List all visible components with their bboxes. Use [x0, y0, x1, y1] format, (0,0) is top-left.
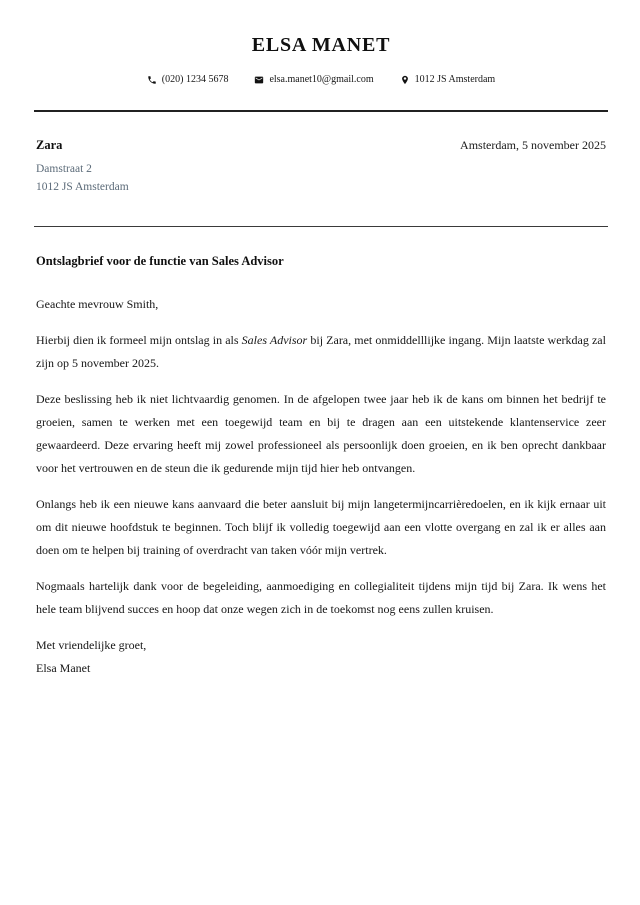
text-run: Hierbij dien ik formeel mijn ontslag in als [36, 333, 242, 348]
contact-location [400, 74, 496, 85]
body-paragraph-1 [36, 329, 606, 375]
closing-salutation: Met vriendelijke groet, [36, 638, 147, 653]
page-title: ELSA MANET [251, 34, 391, 56]
phone-icon [147, 75, 157, 85]
contact-phone [147, 74, 229, 85]
location-icon [400, 75, 410, 85]
contact-email-text: elsa.manet10@gmail.com [269, 74, 374, 85]
text-run: bij Zara, met onmiddelllijke ingang. Mijn laatste werkdag zal zijn op 5 november 2025. [36, 333, 606, 371]
body-paragraph-4 [36, 575, 606, 621]
contact-phone-text: (020) 1234 5678 [161, 74, 229, 85]
address-line-2: 1012 JS Amsterdam [36, 181, 129, 193]
closing-block [36, 634, 606, 680]
letter-body [36, 253, 606, 680]
recipient-address [36, 160, 606, 196]
recipient-top-row [36, 138, 606, 153]
text-run: Nogmaals hartelijk dank voor de begeleiding, aanmoediging en collegialiteit tijdens mijn tijd bij Zara. Ik wens het hele team blijvend succes en hoop dat onze wegen zich in de toekomst nog eens zullen kruisen. [36, 579, 606, 617]
email-icon [254, 75, 264, 85]
header-divider [34, 110, 608, 112]
contact-email [254, 74, 373, 85]
recipient-company: Zara [36, 138, 63, 152]
recipient-block [36, 138, 606, 196]
contact-row [36, 74, 606, 85]
text-run: Onlangs heb ik een nieuwe kans aanvaard die beter aansluit bij mijn langetermijncarrièredoelen, en ik kijk ernaar uit om dit nieuwe hoofdstuk te beginnen. Toch blijf ik volledig toegewijd aan een vlotte overgang en zal ik er alles aan doen om te helpen bij training of overdracht van taken vóór mijn vertrek. [36, 497, 606, 558]
emphasized-text: Sales Advisor [241, 333, 308, 348]
subject-line: Ontslagbrief voor de functie van Sales Advisor [36, 254, 284, 268]
contact-location-text: 1012 JS Amsterdam [414, 74, 496, 85]
body-paragraph-3 [36, 493, 606, 562]
letter-date: Amsterdam, 5 november 2025 [460, 138, 606, 152]
greeting-line: Geachte mevrouw Smith, [36, 297, 159, 312]
letter-header [36, 33, 606, 85]
recipient-divider [34, 226, 608, 227]
address-line-1: Damstraat 2 [36, 163, 92, 175]
closing-signature: Elsa Manet [36, 661, 91, 676]
body-paragraph-2 [36, 388, 606, 480]
text-run: Deze beslissing heb ik niet lichtvaardig genomen. In de afgelopen twee jaar heb ik de kans om binnen het bedrijf te groeien, samen te werken met een toegewijd team en bij te dragen aan een uitstekende klantenservice zeer gewaardeerd. Deze ervaring heeft mij zowel professioneel als persoonlijk doen groeien, en ik ben oprecht dankbaar voor het vertrouwen en de steun die ik gedurende mijn tijd hier heb ontvangen. [36, 392, 606, 476]
